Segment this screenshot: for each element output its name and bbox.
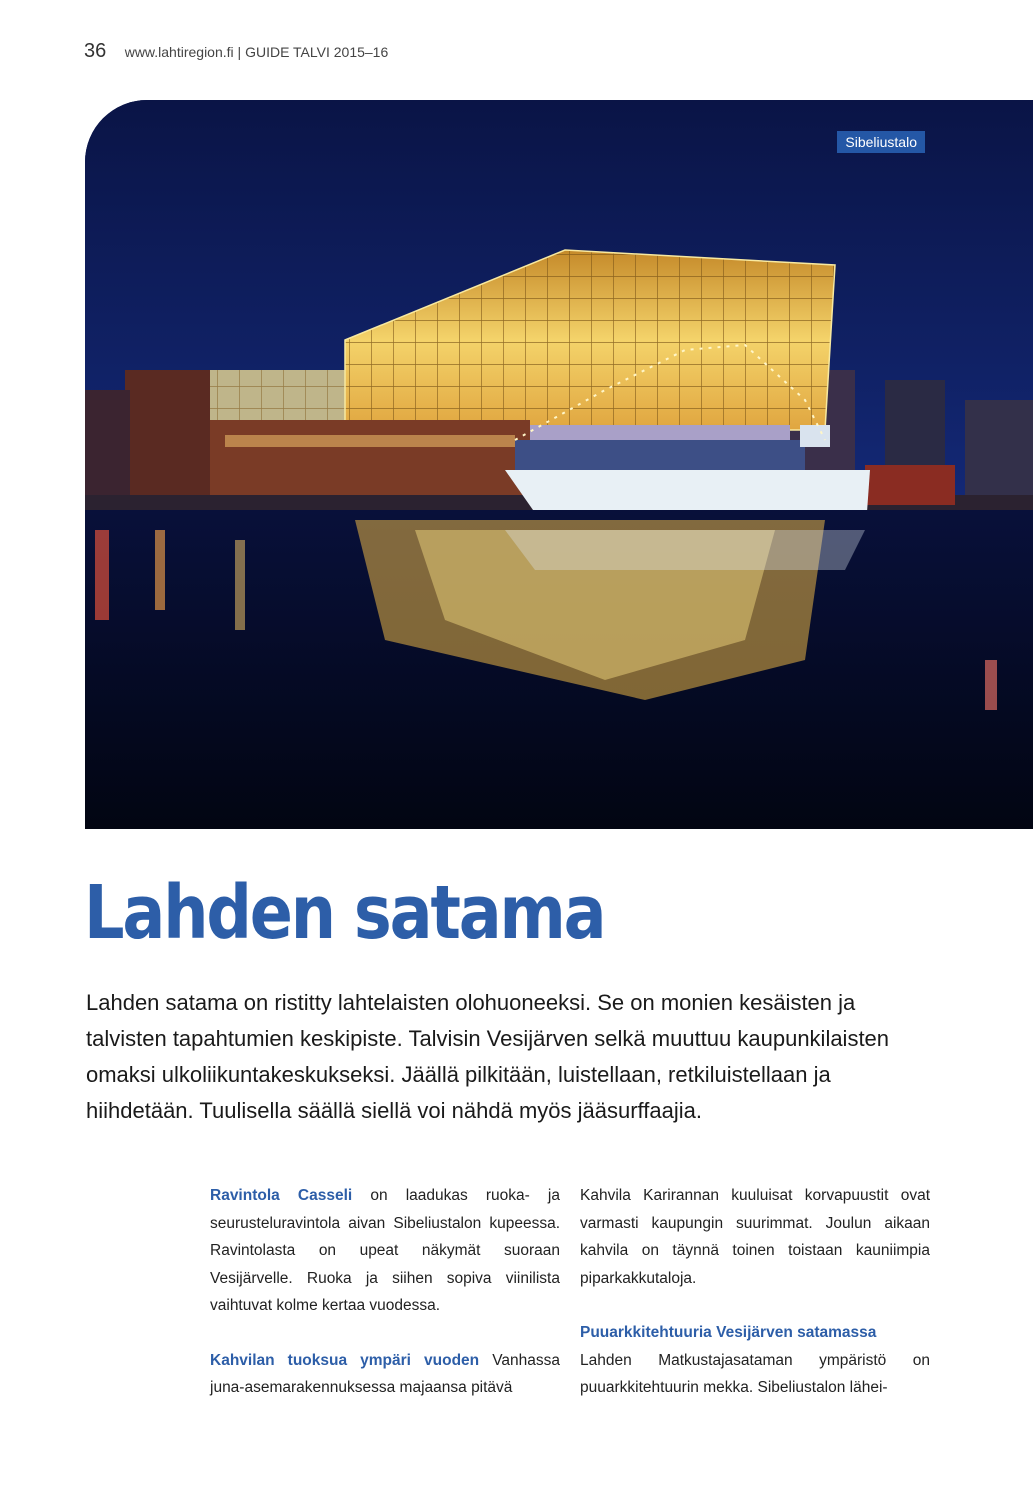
paragraph-text: Vanhassa juna-asemarakennuksessa majaansa pitävä [210,1351,560,1396]
text-column-left [210,1182,560,1429]
subheading-puuarkkitehtuuri: Puuarkkitehtuuria Vesijärven satamassa [580,1324,877,1341]
subheading-kahvila: Kahvilan tuoksua ympäri vuoden [210,1351,480,1369]
text-column-right [580,1182,930,1429]
guide-title: GUIDE TALVI 2015–16 [245,44,389,60]
page-number: 36 [84,40,107,62]
paragraph-text: Lahden Matkustajasataman ympäristö on puuarkkitehtuurin mekka. Sibeliustalon lähei- [580,1351,930,1396]
site-url[interactable]: www.lahtiregion.fi [124,44,234,60]
header-separator: | [233,44,246,60]
photo-caption-tag: Sibeliustalo [837,131,925,153]
article-title: Lahden satama [84,870,605,956]
article-lead: Lahden satama on ristitty lahtelaisten olohuoneeksi. Se on monien kesäisten ja talvisten tapahtumien keskipiste. Talvisin Vesijärven selkä muuttuu kaupunkilaisten omaksi ulkoliikuntakeskukseksi. Jäällä pilkitään, luistellaan, retkiluistellaan ja hiihdetään. Tuulisella säällä siellä voi nähdä myös jääsurffaajia. [86,990,890,1123]
paragraph-puuarkkitehtuuri [580,1319,930,1402]
paragraph-casseli [210,1182,560,1320]
harbor-photo [85,100,1033,829]
paragraph-text: on laadukas ruoka- ja seurusteluravintola aivan Sibeliustalon kupeessa. Ravintolasta on upeat näkymät suoraan Vesijärvelle. Ruoka ja siihen sopiva viinilista vaihtuvat kolme kertaa vuodessa. [210,1187,560,1314]
subheading-casseli: Ravintola Casseli [210,1187,353,1204]
paragraph-karirannan: Kahvila Karirannan kuuluisat korvapuustit ovat varmasti kaupungin suurimmat. Joulun aikaan kahvila on täynnä toinen toistaan kauniimpia piparkakkutaloja. [580,1187,930,1287]
paragraph-kahvila [210,1347,560,1402]
harbor-night-illustration [85,100,1033,829]
page-header [84,40,388,63]
